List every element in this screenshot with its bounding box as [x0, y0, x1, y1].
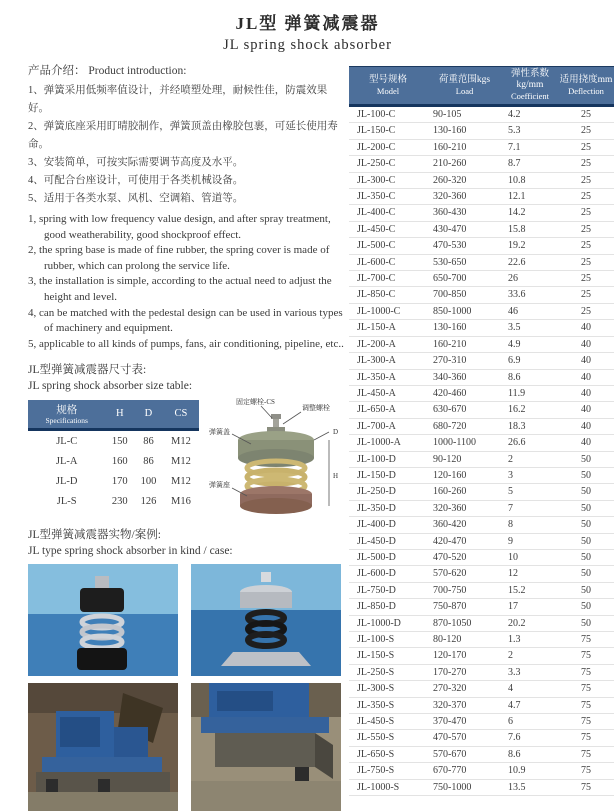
spec-table-header [349, 67, 614, 106]
table-cell: 420-470 [427, 533, 502, 549]
table-cell: 570-670 [427, 746, 502, 762]
table-cell: 25 [558, 172, 614, 188]
table-cell: M12 [170, 456, 191, 468]
table-cell: 420-460 [427, 385, 502, 401]
table-cell: JL-150-A [349, 320, 427, 336]
table-cell: 90-105 [427, 106, 502, 123]
table-cell: 11.9 [502, 385, 558, 401]
cases-heading-en: JL type spring shock absorber in kind / case: [28, 545, 233, 558]
table-row [349, 730, 614, 746]
table-cell: JL-400-D [349, 517, 427, 533]
table-row [349, 779, 614, 795]
intro-zh-item: 4、可配合台座设计，可使用于各类机械设备。 [28, 175, 244, 186]
table-cell: 160-210 [427, 139, 502, 155]
table-cell: 170-270 [427, 664, 502, 680]
table-cell: 25 [558, 189, 614, 205]
case-photo-pump-2 [191, 683, 341, 811]
table-cell: 40 [558, 385, 614, 401]
absorber-diagram [209, 394, 344, 521]
table-cell: 50 [558, 549, 614, 565]
table-cell: JL-C [56, 436, 78, 448]
table-cell: 100 [140, 476, 157, 488]
table-cell: 1.3 [502, 632, 558, 648]
table-row [349, 599, 614, 615]
table-cell: 10.9 [502, 763, 558, 779]
table-cell: M12 [170, 476, 191, 488]
table-cell: JL-D [55, 476, 78, 488]
left-column [28, 62, 344, 811]
table-row [349, 582, 614, 598]
table-cell: 75 [558, 779, 614, 795]
size-col-d: D [134, 400, 163, 430]
table-row [28, 430, 199, 452]
table-cell: 25 [558, 106, 614, 123]
table-cell: 50 [558, 582, 614, 598]
table-cell: 50 [558, 599, 614, 615]
table-cell: JL-600-C [349, 254, 427, 270]
table-cell: JL-500-C [349, 238, 427, 254]
table-row [349, 763, 614, 779]
intro-zh-item: 3、安装简单，可按实际需要调节高度及水平。 [28, 157, 244, 168]
table-cell: 90-120 [427, 451, 502, 467]
table-cell: 670-770 [427, 763, 502, 779]
size-table-heading-zh: JL型弹簧减震器尺寸表: [28, 364, 147, 377]
label-spring-cover: 弹簧盖 [209, 428, 230, 437]
table-row [349, 664, 614, 680]
table-cell: 75 [558, 714, 614, 730]
table-cell: JL-200-C [349, 139, 427, 155]
intro-zh-list [28, 82, 344, 208]
table-cell: 870-1050 [427, 615, 502, 631]
table-cell: 33.6 [502, 287, 558, 303]
table-cell: JL-1000-D [349, 615, 427, 631]
table-cell: 470-570 [427, 730, 502, 746]
table-cell: 19.2 [502, 238, 558, 254]
table-cell: JL-450-C [349, 221, 427, 237]
table-cell: 50 [558, 566, 614, 582]
table-cell: 20.2 [502, 615, 558, 631]
table-cell: 750-870 [427, 599, 502, 615]
page-title-zh: JL型 弹簧减震器 [235, 14, 380, 33]
table-cell: 22.6 [502, 254, 558, 270]
page-title-block [0, 0, 615, 54]
table-cell: 160-260 [427, 484, 502, 500]
table-cell: 7.6 [502, 730, 558, 746]
table-cell: 210-260 [427, 156, 502, 172]
table-cell: 8 [502, 517, 558, 533]
label-fixing-bolt: 固定螺栓-CS [236, 398, 275, 407]
table-cell: JL-350-D [349, 500, 427, 516]
table-cell: 4.7 [502, 697, 558, 713]
table-row [349, 320, 614, 336]
table-row [349, 681, 614, 697]
table-cell: 8.6 [502, 746, 558, 762]
table-cell: 25 [558, 254, 614, 270]
table-cell: 3.5 [502, 320, 558, 336]
spec-col-deflection: 适用挠度mm Deflection [558, 67, 614, 106]
intro-en-item: 5, applicable to all kinds of pumps, fans, air conditioning, pipeline, etc.. [28, 337, 344, 350]
table-row [349, 385, 614, 401]
table-cell: 4.9 [502, 336, 558, 352]
table-cell: 26 [502, 271, 558, 287]
table-row [28, 491, 199, 511]
table-cell: 12.1 [502, 189, 558, 205]
table-cell: 40 [558, 418, 614, 434]
label-spring-base: 弹簧座 [209, 481, 230, 490]
table-cell: 360-430 [427, 205, 502, 221]
table-row [349, 632, 614, 648]
table-cell: 25 [558, 271, 614, 287]
table-cell: 360-420 [427, 517, 502, 533]
table-cell: JL-100-C [349, 106, 427, 123]
table-cell: 130-160 [427, 123, 502, 139]
table-cell: JL-150-C [349, 123, 427, 139]
size-table-heading-en: JL spring shock absorber size table: [28, 380, 193, 393]
table-cell: 46 [502, 303, 558, 319]
table-cell: 1000-1100 [427, 435, 502, 451]
page-title-en: JL spring shock absorber [223, 37, 392, 53]
case-photo-pump-1 [28, 683, 178, 811]
table-cell: 15.2 [502, 582, 558, 598]
table-row [349, 648, 614, 664]
table-cell: JL-250-D [349, 484, 427, 500]
table-cell: 50 [558, 615, 614, 631]
table-cell: JL-200-A [349, 336, 427, 352]
table-row [349, 566, 614, 582]
table-cell: JL-450-S [349, 714, 427, 730]
table-cell: 86 [143, 456, 154, 468]
table-cell: 6 [502, 714, 558, 730]
table-cell: 25 [558, 221, 614, 237]
intro-heading: 产品介绍： Product introduction: [28, 65, 187, 77]
table-cell: JL-S [56, 496, 77, 508]
spec-col-model: 型号规格 Model [349, 67, 427, 106]
table-cell: 5 [502, 484, 558, 500]
table-cell: 18.3 [502, 418, 558, 434]
label-dim-h: H [333, 472, 339, 481]
table-row [349, 484, 614, 500]
table-cell: 340-360 [427, 369, 502, 385]
table-cell: JL-850-C [349, 287, 427, 303]
intro-en-list [28, 212, 344, 352]
table-row [349, 205, 614, 221]
table-cell: 13.5 [502, 779, 558, 795]
table-cell: 130-160 [427, 320, 502, 336]
table-row [349, 533, 614, 549]
table-cell: JL-250-C [349, 156, 427, 172]
table-cell: JL-650-A [349, 402, 427, 418]
table-row [349, 156, 614, 172]
table-cell: 230 [111, 496, 128, 508]
table-cell: 16.2 [502, 402, 558, 418]
table-cell: JL-1000-C [349, 303, 427, 319]
table-cell: 530-650 [427, 254, 502, 270]
table-cell: JL-600-D [349, 566, 427, 582]
table-cell: 8.7 [502, 156, 558, 172]
table-cell: JL-1000-A [349, 435, 427, 451]
table-cell: JL-100-S [349, 632, 427, 648]
table-cell: 50 [558, 517, 614, 533]
product-photo-spring-black [28, 564, 178, 676]
table-cell: 270-320 [427, 681, 502, 697]
table-cell: 50 [558, 484, 614, 500]
table-cell: JL-450-A [349, 385, 427, 401]
table-cell: JL-700-C [349, 271, 427, 287]
table-cell: 80-120 [427, 632, 502, 648]
table-cell: 160-210 [427, 336, 502, 352]
size-col-h: H [105, 400, 134, 430]
table-row [349, 238, 614, 254]
table-cell: JL-450-D [349, 533, 427, 549]
table-cell: 25 [558, 123, 614, 139]
table-cell: 650-700 [427, 271, 502, 287]
table-cell: JL-750-D [349, 582, 427, 598]
table-cell: 10 [502, 549, 558, 565]
table-row [349, 287, 614, 303]
table-cell: 75 [558, 681, 614, 697]
table-cell: 75 [558, 664, 614, 680]
table-cell: 40 [558, 402, 614, 418]
table-cell: 25 [558, 303, 614, 319]
table-cell: JL-350-C [349, 189, 427, 205]
table-cell: 680-720 [427, 418, 502, 434]
table-row [349, 500, 614, 516]
table-cell: JL-150-S [349, 648, 427, 664]
table-cell: JL-1000-S [349, 779, 427, 795]
table-cell: 86 [143, 436, 154, 448]
table-cell: 570-620 [427, 566, 502, 582]
table-cell: 50 [558, 533, 614, 549]
table-cell: 370-470 [427, 714, 502, 730]
table-cell: 2 [502, 648, 558, 664]
table-cell: 17 [502, 599, 558, 615]
table-row [349, 697, 614, 713]
table-cell: JL-250-S [349, 664, 427, 680]
table-cell: 40 [558, 320, 614, 336]
spec-table [349, 66, 614, 796]
table-cell: 5.3 [502, 123, 558, 139]
intro-en-item: 3, the installation is simple, according to the actual need to adjust the height and level. [28, 275, 332, 303]
table-cell: 75 [558, 632, 614, 648]
table-row [349, 615, 614, 631]
table-row [349, 402, 614, 418]
table-row [349, 303, 614, 319]
table-cell: 4.2 [502, 106, 558, 123]
table-row [349, 271, 614, 287]
table-cell: 50 [558, 451, 614, 467]
size-table-and-diagram [28, 400, 344, 521]
table-cell: 25 [558, 287, 614, 303]
table-cell: 270-310 [427, 353, 502, 369]
table-cell: 75 [558, 648, 614, 664]
table-cell: 750-1000 [427, 779, 502, 795]
table-cell: 700-750 [427, 582, 502, 598]
table-cell: 630-670 [427, 402, 502, 418]
table-cell: 75 [558, 697, 614, 713]
table-cell: 120-160 [427, 467, 502, 483]
table-cell: 40 [558, 369, 614, 385]
size-col-spec: 规格 Specifications [28, 400, 105, 430]
table-cell: 160 [111, 456, 128, 468]
table-cell: M12 [170, 436, 191, 448]
table-cell: JL-400-C [349, 205, 427, 221]
table-cell: 470-530 [427, 238, 502, 254]
table-row [349, 517, 614, 533]
table-cell: 12 [502, 566, 558, 582]
table-cell: 150 [111, 436, 128, 448]
size-table-body [28, 430, 199, 512]
table-cell: 25 [558, 238, 614, 254]
table-cell: 50 [558, 500, 614, 516]
table-cell: 26.6 [502, 435, 558, 451]
table-cell: 470-520 [427, 549, 502, 565]
table-cell: 3 [502, 467, 558, 483]
table-cell: 15.8 [502, 221, 558, 237]
table-row [349, 189, 614, 205]
size-table [28, 400, 199, 511]
table-cell: 25 [558, 205, 614, 221]
case-photo-grid [28, 564, 344, 811]
table-cell: 40 [558, 336, 614, 352]
table-row [349, 106, 614, 123]
table-cell: 320-370 [427, 697, 502, 713]
table-cell: JL-300-C [349, 172, 427, 188]
table-cell: JL-300-S [349, 681, 427, 697]
table-row [349, 467, 614, 483]
table-cell: JL-750-S [349, 763, 427, 779]
intro-en-item: 2, the spring base is made of fine rubber, the spring cover is made of rubber, which can prolong the service life. [28, 244, 330, 272]
size-table-header [28, 400, 199, 430]
table-cell: JL-850-D [349, 599, 427, 615]
table-cell: 6.9 [502, 353, 558, 369]
table-cell: 260-320 [427, 172, 502, 188]
spec-table-body [349, 106, 614, 796]
table-cell: 7 [502, 500, 558, 516]
table-row [349, 139, 614, 155]
table-row [349, 451, 614, 467]
table-row [349, 254, 614, 270]
table-cell: 40 [558, 435, 614, 451]
table-cell: JL-550-S [349, 730, 427, 746]
label-adjust-bolt: 调整螺栓 [302, 404, 330, 413]
spec-col-coefficient: 弹性系数kg/mm Coefficient [502, 67, 558, 106]
table-row [349, 418, 614, 434]
table-row [28, 471, 199, 491]
table-row [349, 746, 614, 762]
table-cell: 120-170 [427, 648, 502, 664]
table-cell: 3.3 [502, 664, 558, 680]
table-cell: JL-700-A [349, 418, 427, 434]
table-row [349, 336, 614, 352]
absorber-diagram-drawing [209, 394, 344, 516]
label-dim-d: D [333, 428, 339, 437]
cases-heading-zh: JL型弹簧减震器实物/案例: [28, 529, 161, 542]
table-cell: 25 [558, 139, 614, 155]
table-cell: 40 [558, 353, 614, 369]
table-cell: JL-150-D [349, 467, 427, 483]
table-cell: 4 [502, 681, 558, 697]
table-cell: JL-300-A [349, 353, 427, 369]
table-cell: 170 [111, 476, 128, 488]
table-row [349, 221, 614, 237]
table-cell: JL-500-D [349, 549, 427, 565]
intro-zh-item: 2、弹簧底座采用盯晴胶制作，弹簧顶盖由橡胶包裹，可延长使用寿命。 [28, 121, 338, 150]
table-cell: 25 [558, 156, 614, 172]
table-cell: 8.6 [502, 369, 558, 385]
table-cell: 850-1000 [427, 303, 502, 319]
table-cell: JL-100-D [349, 451, 427, 467]
table-cell: 430-470 [427, 221, 502, 237]
table-cell: 10.8 [502, 172, 558, 188]
table-cell: 320-360 [427, 500, 502, 516]
table-cell: JL-350-A [349, 369, 427, 385]
table-row [28, 451, 199, 471]
table-row [349, 369, 614, 385]
table-row [349, 549, 614, 565]
table-cell: 320-360 [427, 189, 502, 205]
table-cell: 50 [558, 467, 614, 483]
table-row [349, 435, 614, 451]
table-row [349, 353, 614, 369]
table-row [349, 172, 614, 188]
table-cell: 126 [140, 496, 157, 508]
table-cell: 2 [502, 451, 558, 467]
table-cell: M16 [170, 496, 191, 508]
table-cell: 7.1 [502, 139, 558, 155]
intro-en-item: 4, can be matched with the pedestal design can be used in various types of machinery and equipment. [28, 306, 343, 335]
table-cell: 700-850 [427, 287, 502, 303]
intro-zh-item: 5、适用于各类水泵、风机、空调箱、管道等。 [28, 193, 244, 204]
product-photo-spring-silver [191, 564, 341, 676]
table-cell: 9 [502, 533, 558, 549]
intro-zh-item: 1、弹簧采用低频率值设计，并经喷塑处理，耐候性佳，防震效果好。 [28, 85, 328, 114]
size-col-cs: CS [163, 400, 199, 430]
table-cell: 75 [558, 730, 614, 746]
table-cell: JL-350-S [349, 697, 427, 713]
table-cell: 14.2 [502, 205, 558, 221]
intro-en-item: 1, spring with low frequency value design, and after spray treatment, good weatherability, good shockproof effect. [28, 213, 331, 241]
table-row [349, 123, 614, 139]
table-cell: JL-A [55, 456, 78, 468]
table-cell: 75 [558, 763, 614, 779]
table-cell: 75 [558, 746, 614, 762]
table-row [349, 714, 614, 730]
spec-col-load: 荷重范围kgs Load [427, 67, 502, 106]
table-cell: JL-650-S [349, 746, 427, 762]
